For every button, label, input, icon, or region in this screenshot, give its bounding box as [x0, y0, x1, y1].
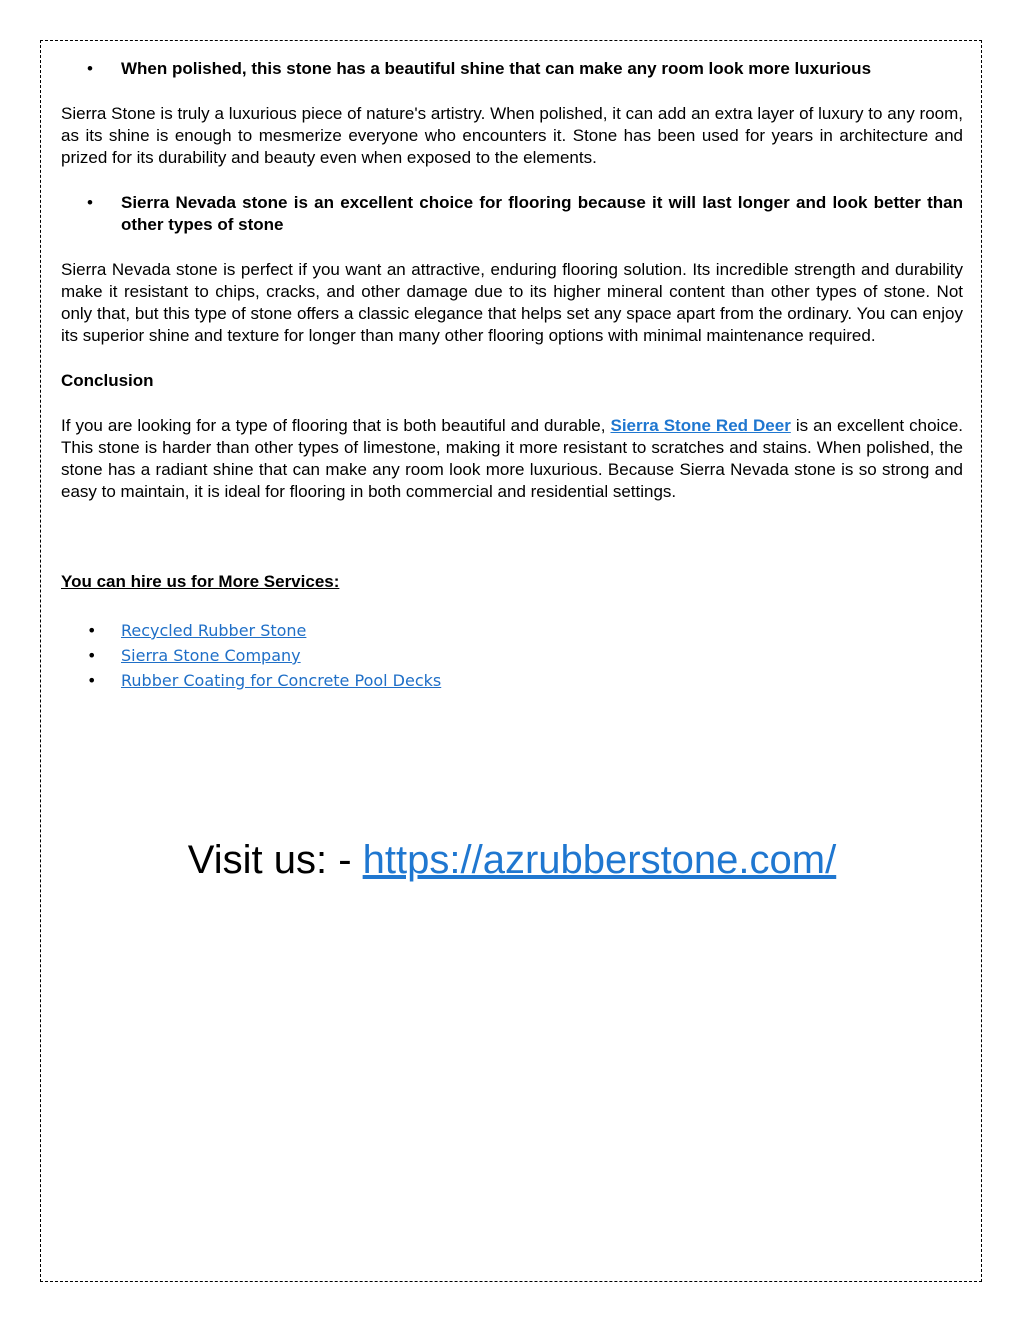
bullet-heading-polished [61, 58, 963, 80]
list-item [61, 643, 963, 668]
bullet-icon: • [87, 646, 97, 665]
conclusion-title: Conclusion [61, 371, 154, 390]
bullet-icon: • [87, 671, 97, 690]
service-link-rubber-coating[interactable]: Rubber Coating for Concrete Pool Decks [121, 671, 442, 690]
bullet-heading-text: When polished, this stone has a beautiful shine that can make any room look more luxurious [121, 59, 872, 78]
document-body [61, 58, 963, 693]
conclusion-paragraph [61, 415, 963, 503]
website-link[interactable]: https://azrubberstone.com/ [362, 838, 837, 882]
conclusion-text-before: If you are looking for a type of flooring that is both beautiful and durable, [61, 416, 611, 435]
list-item [61, 668, 963, 693]
bullet-icon: • [87, 59, 93, 78]
visit-us-line [0, 836, 1024, 884]
service-link-sierra-stone-company[interactable]: Sierra Stone Company [121, 646, 301, 665]
bullet-icon: • [87, 621, 97, 640]
sierra-stone-red-deer-link[interactable]: Sierra Stone Red Deer [610, 416, 791, 435]
bullet-heading-text: Sierra Nevada stone is an excellent choice for flooring because it will last longer and look better than other types of stone [121, 193, 963, 234]
conclusion-text-after: is an excellent choice. This stone is harder than other types of limestone, making it more resistant to scratches and stains. When polished, the stone has a radiant shine that can make any room look more luxurious. Because Sierra Nevada stone is so strong and easy to maintain, it is ideal for flooring in both commercial and residential settings. [61, 416, 963, 501]
paragraph-luxury: Sierra Stone is truly a luxurious piece of nature's artistry. When polished, it can add an extra layer of luxury to any room, as its shine is enough to mesmerize everyone who encounters it. Stone has been used for years in architecture and prized for its durability and beauty even when exposed to the elements. [61, 104, 963, 167]
bullet-heading-flooring [61, 192, 963, 236]
service-link-recycled-rubber-stone[interactable]: Recycled Rubber Stone [121, 621, 307, 640]
services-list [61, 618, 963, 693]
visit-label: Visit us: - [187, 838, 363, 882]
list-item [61, 618, 963, 643]
paragraph-durability: Sierra Nevada stone is perfect if you want an attractive, enduring flooring solution. Its incredible strength and durability make it resistant to chips, cracks, and other damage due to its higher mineral content than other types of stone. Not only that, but this type of stone offers a classic elegance that helps set any space apart from the ordinary. You can enjoy its superior shine and texture for longer than many other flooring options with minimal maintenance required. [61, 260, 963, 345]
bullet-icon: • [87, 193, 93, 212]
services-title: You can hire us for More Services: [61, 572, 340, 591]
